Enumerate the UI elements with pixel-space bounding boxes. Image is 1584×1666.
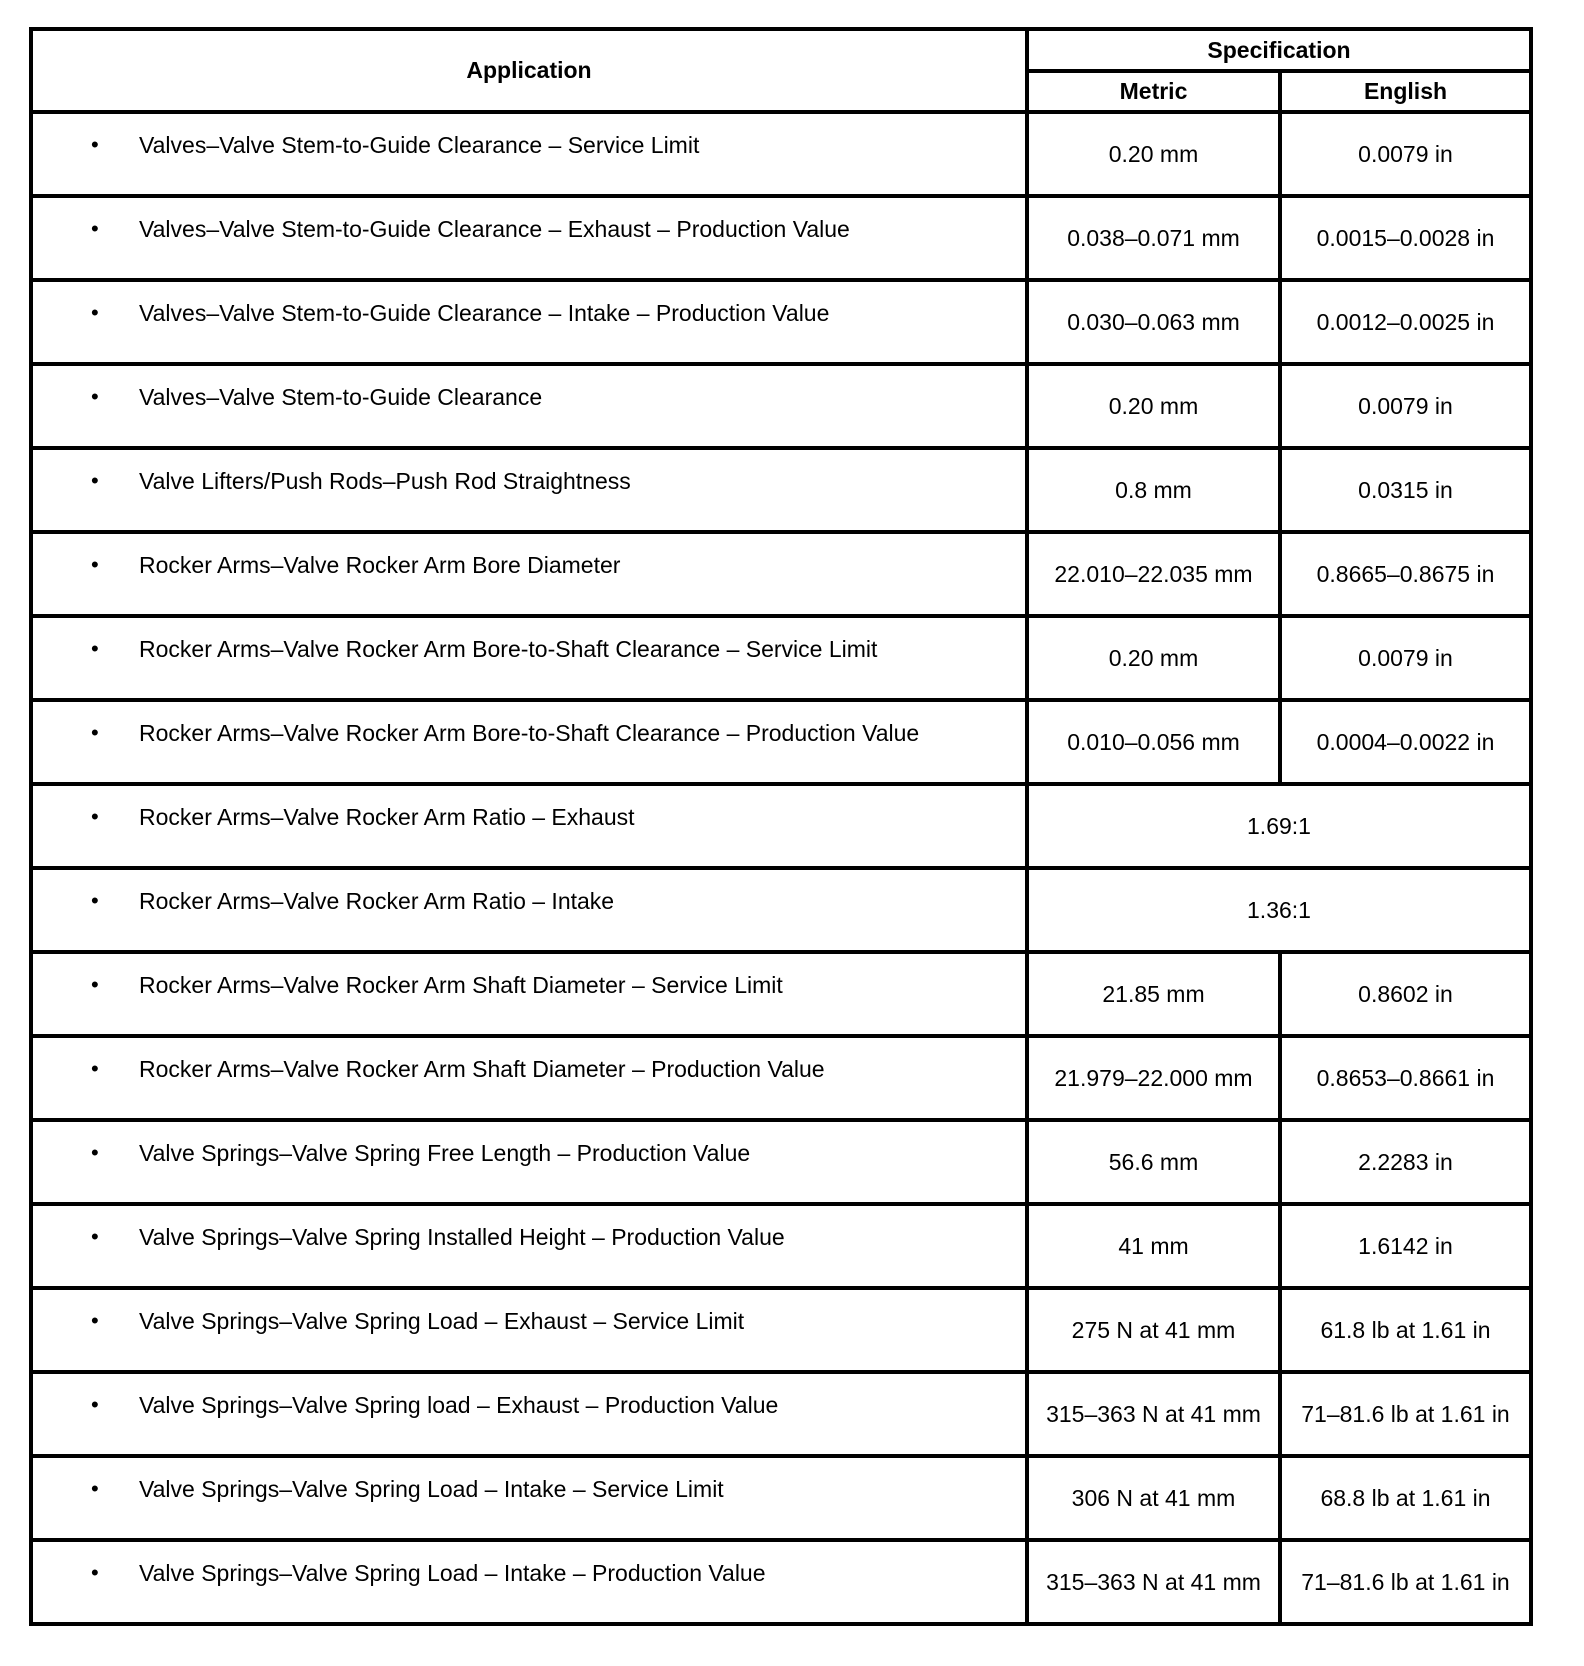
application-cell (31, 700, 1027, 784)
metric-value-cell: 21.85 mm (1027, 952, 1280, 1036)
bullet-icon: • (91, 972, 99, 997)
english-value-cell: 0.0012–0.0025 in (1280, 280, 1531, 364)
application-text: Valves–Valve Stem-to-Guide Clearance (139, 384, 543, 410)
metric-value-cell: 0.030–0.063 mm (1027, 280, 1280, 364)
application-cell (31, 784, 1027, 868)
metric-value-cell: 56.6 mm (1027, 1120, 1280, 1204)
specification-header: Specification (1027, 29, 1531, 71)
bullet-icon: • (91, 1056, 99, 1081)
table-row (31, 112, 1531, 196)
metric-value-cell: 315–363 N at 41 mm (1027, 1372, 1280, 1456)
application-cell (31, 1372, 1027, 1456)
table-row (31, 1120, 1531, 1204)
application-text: Valve Springs–Valve Spring Load – Intake – Production Value (139, 1560, 766, 1586)
application-cell (31, 1036, 1027, 1120)
metric-value-cell: 0.8 mm (1027, 448, 1280, 532)
metric-header: Metric (1027, 71, 1280, 112)
application-text: Valve Springs–Valve Spring Load – Intake – Service Limit (139, 1476, 724, 1502)
application-text: Valves–Valve Stem-to-Guide Clearance – Exhaust – Production Value (139, 216, 850, 242)
metric-value-cell: 0.20 mm (1027, 616, 1280, 700)
application-header: Application (31, 29, 1027, 112)
application-text: Rocker Arms–Valve Rocker Arm Ratio – Intake (139, 888, 615, 914)
metric-value-cell: 275 N at 41 mm (1027, 1288, 1280, 1372)
english-value-cell: 71–81.6 lb at 1.61 in (1280, 1372, 1531, 1456)
table-body (31, 112, 1531, 1624)
bullet-icon: • (91, 1476, 99, 1501)
english-header: English (1280, 71, 1531, 112)
application-text: Rocker Arms–Valve Rocker Arm Bore Diameter (139, 552, 621, 578)
table-row (31, 1036, 1531, 1120)
bullet-icon: • (91, 552, 99, 577)
table-row (31, 448, 1531, 532)
table-row (31, 784, 1531, 868)
application-text: Valve Springs–Valve Spring Free Length – Production Value (139, 1140, 751, 1166)
english-value-cell: 0.0079 in (1280, 364, 1531, 448)
application-cell (31, 616, 1027, 700)
table-row (31, 532, 1531, 616)
bullet-icon: • (91, 1308, 99, 1333)
metric-value-cell: 41 mm (1027, 1204, 1280, 1288)
application-text: Rocker Arms–Valve Rocker Arm Shaft Diameter – Service Limit (139, 972, 783, 998)
application-text: Rocker Arms–Valve Rocker Arm Bore-to-Shaft Clearance – Production Value (139, 720, 920, 746)
bullet-icon: • (91, 888, 99, 913)
bullet-icon: • (91, 468, 99, 493)
application-text: Rocker Arms–Valve Rocker Arm Ratio – Exhaust (139, 804, 635, 830)
english-value-cell: 2.2283 in (1280, 1120, 1531, 1204)
metric-value-cell: 0.010–0.056 mm (1027, 700, 1280, 784)
english-value-cell: 0.8665–0.8675 in (1280, 532, 1531, 616)
bullet-icon: • (91, 1224, 99, 1249)
english-value-cell: 61.8 lb at 1.61 in (1280, 1288, 1531, 1372)
application-cell (31, 280, 1027, 364)
metric-value-cell: 315–363 N at 41 mm (1027, 1540, 1280, 1624)
application-text: Valve Springs–Valve Spring Load – Exhaust – Service Limit (139, 1308, 745, 1334)
english-value-cell: 71–81.6 lb at 1.61 in (1280, 1540, 1531, 1624)
table-row (31, 364, 1531, 448)
english-value-cell: 0.0315 in (1280, 448, 1531, 532)
english-value-cell: 1.6142 in (1280, 1204, 1531, 1288)
application-text: Rocker Arms–Valve Rocker Arm Shaft Diameter – Production Value (139, 1056, 825, 1082)
english-value-cell: 0.8602 in (1280, 952, 1531, 1036)
header-row (31, 29, 1531, 71)
application-text: Valves–Valve Stem-to-Guide Clearance – Intake – Production Value (139, 300, 830, 326)
application-text: Valve Springs–Valve Spring Installed Height – Production Value (139, 1224, 785, 1250)
table-row (31, 1456, 1531, 1540)
bullet-icon: • (91, 1392, 99, 1417)
metric-value-cell: 0.20 mm (1027, 112, 1280, 196)
metric-value-cell: 22.010–22.035 mm (1027, 532, 1280, 616)
application-cell (31, 112, 1027, 196)
table-row (31, 952, 1531, 1036)
application-cell (31, 952, 1027, 1036)
bullet-icon: • (91, 384, 99, 409)
bullet-icon: • (91, 132, 99, 157)
bullet-icon: • (91, 1140, 99, 1165)
bullet-icon: • (91, 804, 99, 829)
table-row (31, 1288, 1531, 1372)
application-cell (31, 532, 1027, 616)
application-cell (31, 1540, 1027, 1624)
table-row (31, 280, 1531, 364)
metric-value-cell: 0.20 mm (1027, 364, 1280, 448)
ratio-value-cell: 1.69:1 (1027, 784, 1531, 868)
ratio-value-cell: 1.36:1 (1027, 868, 1531, 952)
application-cell (31, 1288, 1027, 1372)
application-cell (31, 1204, 1027, 1288)
metric-value-cell: 0.038–0.071 mm (1027, 196, 1280, 280)
metric-value-cell: 306 N at 41 mm (1027, 1456, 1280, 1540)
bullet-icon: • (91, 1560, 99, 1585)
metric-value-cell: 21.979–22.000 mm (1027, 1036, 1280, 1120)
bullet-icon: • (91, 216, 99, 241)
application-text: Rocker Arms–Valve Rocker Arm Bore-to-Shaft Clearance – Service Limit (139, 636, 878, 662)
application-text: Valve Lifters/Push Rods–Push Rod Straightness (139, 468, 631, 494)
english-value-cell: 0.0079 in (1280, 616, 1531, 700)
application-text: Valves–Valve Stem-to-Guide Clearance – Service Limit (139, 132, 700, 158)
english-value-cell: 0.0015–0.0028 in (1280, 196, 1531, 280)
table-row (31, 1372, 1531, 1456)
table-row (31, 616, 1531, 700)
application-cell (31, 868, 1027, 952)
table-row (31, 700, 1531, 784)
application-cell (31, 448, 1027, 532)
table-row (31, 868, 1531, 952)
table-row (31, 1204, 1531, 1288)
bullet-icon: • (91, 636, 99, 661)
table-row (31, 196, 1531, 280)
bullet-icon: • (91, 720, 99, 745)
application-cell (31, 364, 1027, 448)
application-text: Valve Springs–Valve Spring load – Exhaust – Production Value (139, 1392, 779, 1418)
table-row (31, 1540, 1531, 1624)
english-value-cell: 0.8653–0.8661 in (1280, 1036, 1531, 1120)
english-value-cell: 0.0004–0.0022 in (1280, 700, 1531, 784)
specification-table (29, 27, 1533, 1626)
application-cell (31, 1456, 1027, 1540)
application-cell (31, 1120, 1027, 1204)
english-value-cell: 68.8 lb at 1.61 in (1280, 1456, 1531, 1540)
bullet-icon: • (91, 300, 99, 325)
application-cell (31, 196, 1027, 280)
english-value-cell: 0.0079 in (1280, 112, 1531, 196)
